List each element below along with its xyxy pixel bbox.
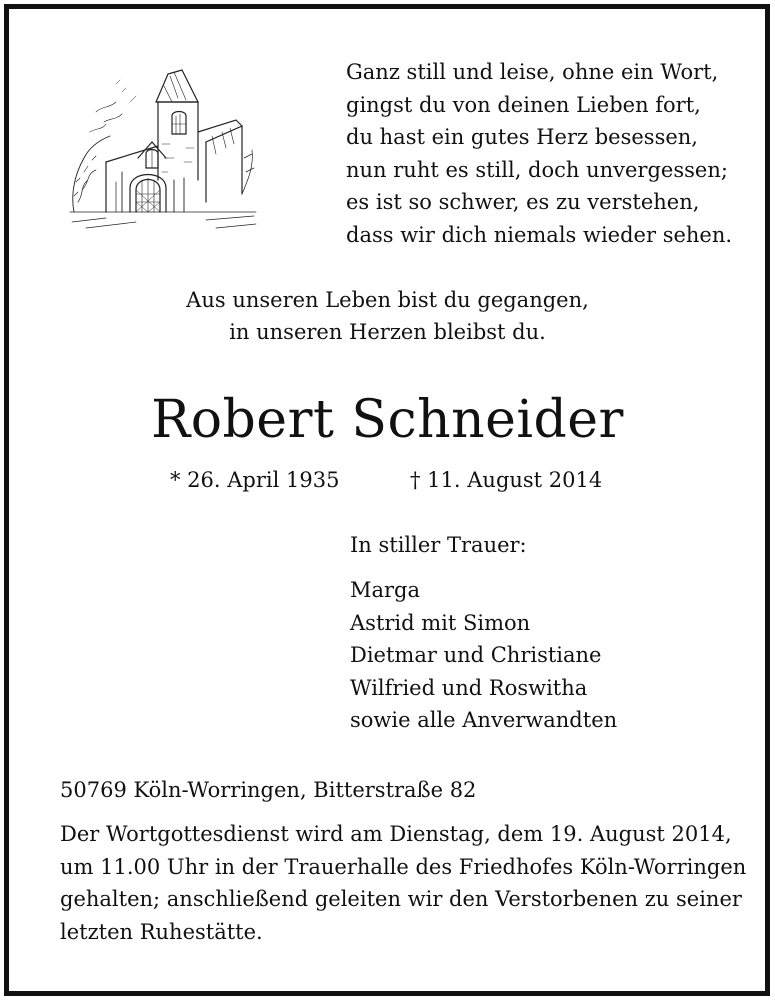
poem-line: gingst du von deinen Lieben fort,	[346, 92, 701, 117]
service-notice	[60, 818, 747, 948]
deceased-name: Robert Schneider	[151, 390, 624, 450]
memorial-quote	[0, 284, 775, 348]
poem-line: Ganz still und leise, ohne ein Wort,	[346, 60, 719, 84]
service-line: letzten Ruhestätte.	[60, 919, 263, 944]
mourner-name: Dietmar und Christiane	[350, 643, 602, 667]
poem-line: dass wir dich niemals wieder sehen.	[346, 222, 733, 247]
mourning-heading: In stiller Trauer:	[350, 533, 527, 557]
mourner-name: sowie alle Anverwandten	[350, 708, 618, 732]
mourner-name: Astrid mit Simon	[350, 610, 531, 635]
service-line: gehalten; anschließend geleiten wir den Verstorbenen zu seiner	[60, 887, 742, 911]
poem	[346, 56, 736, 251]
church-sketch-icon	[66, 62, 262, 238]
mourner-name: Marga	[350, 578, 421, 602]
poem-line: du hast ein gutes Herz besessen,	[346, 125, 698, 149]
death-date: † 11. August 2014	[410, 468, 603, 492]
poem-line: es ist so schwer, es zu verstehen,	[346, 190, 700, 214]
poem-line: nun ruht es still, doch unvergessen;	[346, 157, 728, 182]
mourner-name: Wilfried und Roswitha	[350, 675, 588, 700]
address: 50769 Köln-Worringen, Bitterstraße 82	[60, 778, 477, 802]
quote-line: Aus unseren Leben bist du gegangen,	[186, 288, 589, 312]
service-line: um 11.00 Uhr in der Trauerhalle des Friedhofes Köln-Worringen	[60, 854, 747, 879]
service-line: Der Wortgottesdienst wird am Dienstag, dem 19. August 2014,	[60, 822, 732, 846]
quote-line: in unseren Herzen bleibst du.	[229, 320, 546, 344]
birth-date: * 26. April 1935	[170, 468, 340, 492]
mourners-list	[350, 574, 617, 737]
